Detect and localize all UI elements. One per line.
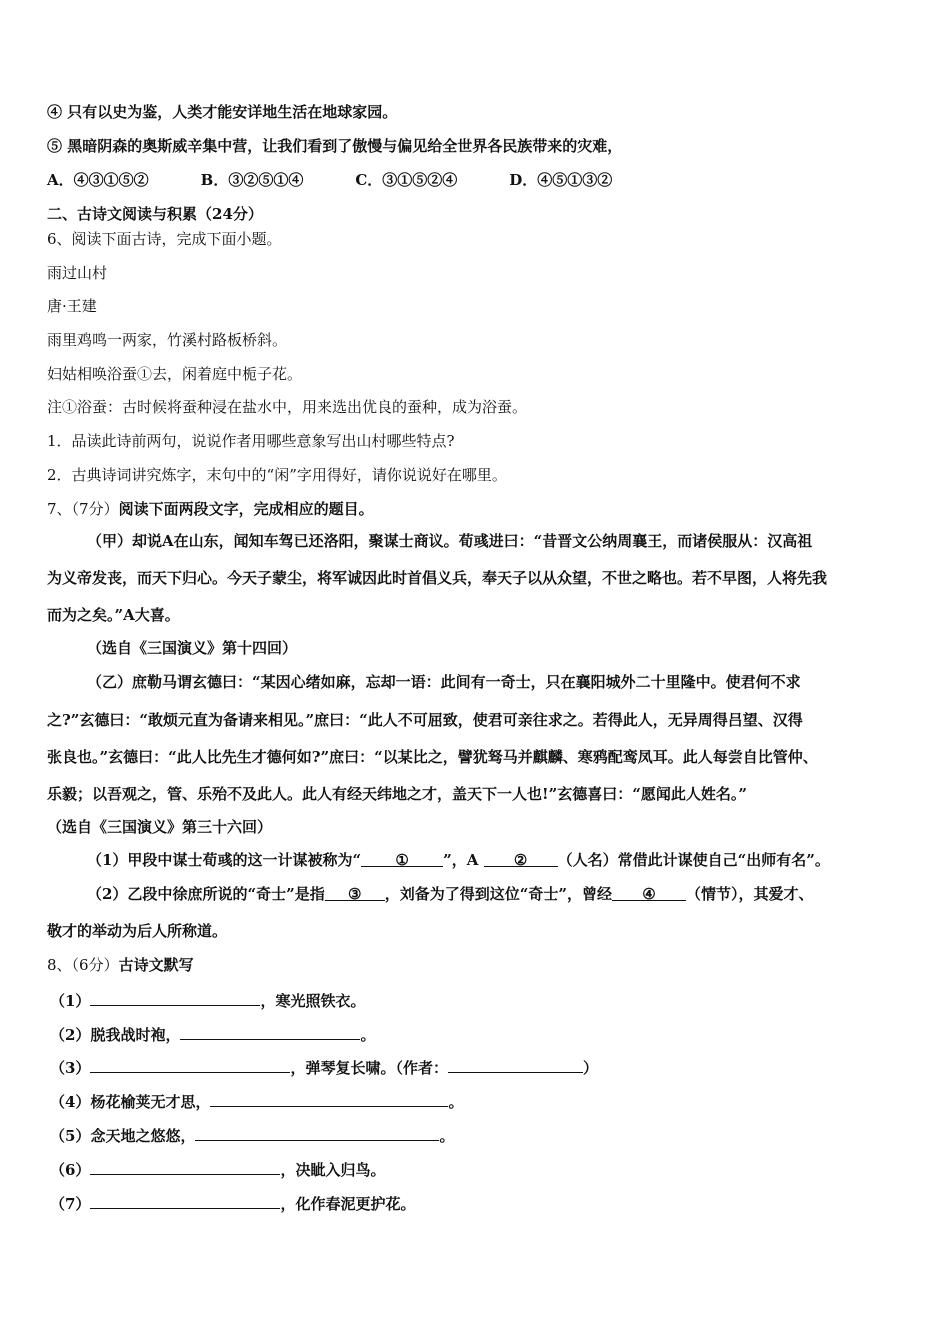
q5-options bbox=[47, 170, 664, 190]
passage-jia-source: （选自《三国演义》第十四回） bbox=[87, 639, 298, 657]
blank-2[interactable]: ② bbox=[484, 850, 558, 867]
dictation-2: （2）脱我战时袍， 。 bbox=[50, 1023, 375, 1045]
dictation-4: （4）杨花榆荚无才思， 。 bbox=[50, 1090, 463, 1112]
passage-yi-source: （选自《三国演义》第三十六回） bbox=[47, 818, 273, 836]
blank-1[interactable]: ① bbox=[361, 850, 443, 867]
passage-yi-line-2: 之?”玄德曰：“敢烦元直为备请来相见。”庶曰：“此人不可屈致，使君可亲往求之。若得此人，无异周得吕望、汉得 bbox=[47, 711, 803, 729]
dictation-1: （1） ，寒光照铁衣。 bbox=[50, 989, 365, 1011]
passage-yi-line-4: 乐毅；以吾观之，管、乐殆不及此人。此人有经天纬地之才，盖天下一人也!”玄德喜曰：“愿闻此人姓名。” bbox=[47, 785, 747, 803]
dictation-7-blank[interactable] bbox=[90, 1192, 280, 1209]
poem-line-2: 妇姑相唤浴蚕①去，闲着庭中栀子花。 bbox=[47, 365, 303, 383]
passage-jia-line-2: 为义帝发丧，而天下归心。今天子蒙尘，将军诚因此时首倡义兵，奉天子以从众望，不世之略也。若不早图，人将先我 bbox=[47, 569, 828, 587]
dictation-2-blank[interactable] bbox=[180, 1023, 360, 1040]
option-b: B．③②⑤①④ bbox=[200, 171, 304, 189]
dictation-7: （7） ，化作春泥更护花。 bbox=[50, 1192, 415, 1214]
dictation-5: （5）念天地之悠悠， 。 bbox=[50, 1124, 454, 1146]
q6-sub-2: 2．古典诗词讲究炼字，末句中的“闲”字用得好，请你说说好在哪里。 bbox=[47, 466, 507, 484]
passage-jia-line-3: 而为之矣。”A大喜。 bbox=[47, 606, 180, 624]
q8-stem-text: 古诗文默写 bbox=[118, 956, 194, 974]
q6-sub-1: 1．品读此诗前两句，说说作者用哪些意象写出山村哪些特点? bbox=[47, 432, 455, 450]
q5-item-4: ④ 只有以史为鉴，人类才能安详地生活在地球家园。 bbox=[47, 103, 398, 121]
blank-3[interactable]: ③ bbox=[325, 884, 385, 901]
passage-jia-line-1: （甲）却说A在山东，闻知车驾已还洛阳，聚谋士商议。荀彧进曰：“昔晋文公纳周襄王，而诸侯服从：汉高祖 bbox=[87, 532, 813, 550]
q7-stem-text: 阅读下面两段文字，完成相应的题目。 bbox=[118, 500, 374, 518]
q8-stem-prefix: 8、（6分） bbox=[47, 956, 119, 974]
dictation-5-blank[interactable] bbox=[195, 1124, 439, 1141]
poem-note: 注①浴蚕：古时候将蚕种浸在盐水中，用来选出优良的蚕种，成为浴蚕。 bbox=[47, 398, 528, 416]
q7-stem bbox=[47, 499, 374, 519]
q8-stem bbox=[47, 955, 194, 975]
poem-title: 雨过山村 bbox=[47, 264, 108, 282]
dictation-3-author-blank[interactable] bbox=[448, 1056, 583, 1073]
dictation-1-blank[interactable] bbox=[90, 989, 260, 1006]
poem-author: 唐·王建 bbox=[47, 297, 97, 315]
dictation-3-blank[interactable] bbox=[90, 1056, 290, 1073]
q5-item-5: ⑤ 黑暗阴森的奥斯威辛集中营，让我们看到了傲慢与偏见给全世界各民族带来的灾难， bbox=[47, 137, 623, 155]
dictation-6-blank[interactable] bbox=[90, 1158, 280, 1175]
option-a: A．④③①⑤② bbox=[47, 171, 149, 189]
passage-yi-line-3: 张良也。”玄德曰：“此人比先生才德何如?”庶曰：“以某比之，譬犹驽马并麒麟、寒鸦配鸾凤耳。此人每尝自比管仲、 bbox=[47, 748, 818, 766]
dictation-3: （3） ，弹琴复长啸。（作者： ） bbox=[50, 1056, 598, 1078]
passage-yi-line-1: （乙）庶勒马谓玄德曰：“某因心绪如麻，忘却一语：此间有一奇士，只在襄阳城外二十里隆中。使君何不求 bbox=[87, 673, 801, 691]
dictation-4-blank[interactable] bbox=[210, 1090, 448, 1107]
q7-sub-1: （1）甲段中谋士荀彧的这一计谋被称为“ ① ”，A ② （人名）常借此计谋使自己“出师有名”。 bbox=[87, 851, 830, 869]
option-d: D．④⑤①③② bbox=[509, 171, 613, 189]
q6-stem: 6、阅读下面古诗，完成下面小题。 bbox=[47, 230, 282, 248]
dictation-6: （6） ，决眦入归鸟。 bbox=[50, 1158, 385, 1180]
q7-stem-prefix: 7、（7分） bbox=[47, 500, 119, 518]
section-2-title: 二、古诗文阅读与积累（24分） bbox=[47, 205, 263, 223]
poem-line-1: 雨里鸡鸣一两家，竹溪村路板桥斜。 bbox=[47, 331, 288, 349]
q7-sub-2: （2）乙段中徐庶所说的“奇士”是指 ③ ，刘备为了得到这位“奇士”，曾经 ④ （情节），其爱才、 bbox=[87, 885, 814, 903]
q7-sub-2-cont: 敬才的举动为后人所称道。 bbox=[47, 922, 228, 940]
option-c: C．③①⑤②④ bbox=[355, 171, 458, 189]
blank-4[interactable]: ④ bbox=[612, 884, 686, 901]
